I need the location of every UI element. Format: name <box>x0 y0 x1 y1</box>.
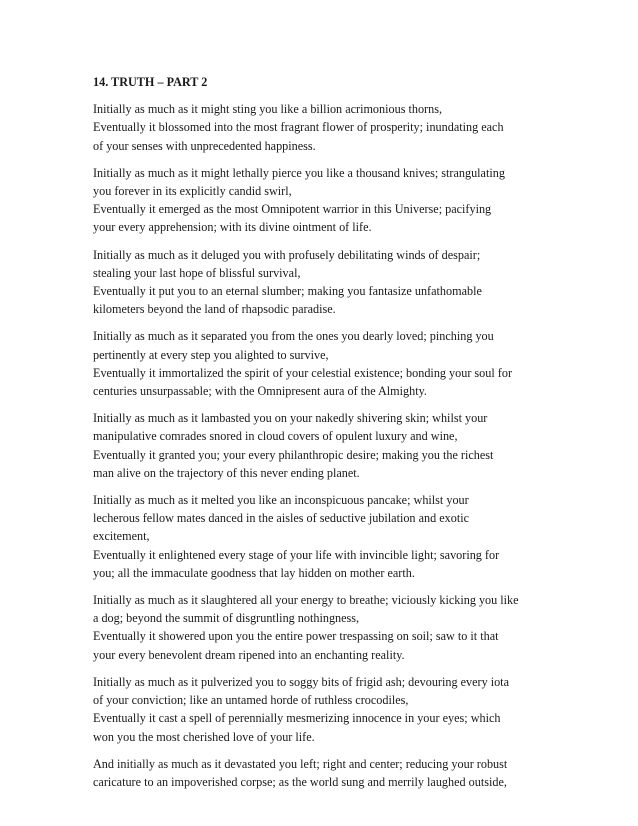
stanza <box>93 591 555 664</box>
document-title: 14. TRUTH – PART 2 <box>93 75 208 89</box>
stanza <box>93 100 555 155</box>
poem-line: caricature to an impoverished corpse; as the world sung and merrily laughed outside, <box>93 774 507 789</box>
stanza <box>93 491 555 582</box>
poem-line: Initially as much as it lambasted you on your nakedly shivering skin; whilst your <box>93 411 488 426</box>
poem-line: Initially as much as it separated you from the ones you dearly loved; pinching you <box>93 329 494 344</box>
poem-line: Eventually it cast a spell of perennially mesmerizing innocence in your eyes; which <box>93 711 501 726</box>
document-page <box>93 73 555 800</box>
poem-line: a dog; beyond the summit of disgruntling nothingness, <box>93 611 360 626</box>
poem-line: Initially as much as it might sting you like a billion acrimonious thorns, <box>93 102 442 117</box>
poem-line: Eventually it showered upon you the entire power trespassing on soil; saw to it that <box>93 629 499 644</box>
poem-line: And initially as much as it devastated you left; right and center; reducing your robust <box>93 756 508 771</box>
poem-line: man alive on the trajectory of this never ending planet. <box>93 465 360 480</box>
stanza <box>93 409 555 482</box>
poem-line: centuries unsurpassable; with the Omnipresent aura of the Almighty. <box>93 384 427 399</box>
poem-line: kilometers beyond the land of rhapsodic paradise. <box>93 302 336 317</box>
poem-line: Initially as much as it deluged you with profusely debilitating winds of despair; <box>93 247 481 262</box>
poem-body <box>93 100 555 791</box>
poem-line: excitement, <box>93 529 150 544</box>
poem-line: of your senses with unprecedented happiness. <box>93 138 316 153</box>
poem-line: Initially as much as it melted you like an inconspicuous pancake; whilst your <box>93 493 469 508</box>
poem-line: lecherous fellow mates danced in the aisles of seductive jubilation and exotic <box>93 511 469 526</box>
poem-line: Eventually it put you to an eternal slumber; making you fantasize unfathomable <box>93 284 482 299</box>
poem-line: you forever in its explicitly candid swirl, <box>93 184 292 199</box>
poem-line: Eventually it blossomed into the most fragrant flower of prosperity; inundating each <box>93 120 504 135</box>
poem-line: won you the most cherished love of your life. <box>93 729 315 744</box>
poem-line: pertinently at every step you alighted to survive, <box>93 347 329 362</box>
poem-line: Initially as much as it pulverized you to soggy bits of frigid ash; devouring every iota <box>93 674 509 689</box>
poem-line: stealing your last hope of blissful survival, <box>93 265 301 280</box>
stanza <box>93 164 555 237</box>
poem-line: your every apprehension; with its divine ointment of life. <box>93 220 372 235</box>
poem-line: manipulative comrades snored in cloud covers of opulent luxury and wine, <box>93 429 458 444</box>
poem-line: of your conviction; like an untamed horde of ruthless crocodiles, <box>93 693 409 708</box>
stanza <box>93 755 555 791</box>
poem-line: Initially as much as it slaughtered all your energy to breathe; viciously kicking you like <box>93 593 519 608</box>
stanza <box>93 327 555 400</box>
poem-line: Eventually it enlightened every stage of your life with invincible light; savoring for <box>93 547 500 562</box>
stanza <box>93 673 555 746</box>
poem-line: Eventually it emerged as the most Omnipotent warrior in this Universe; pacifying <box>93 202 492 217</box>
poem-line: you; all the immaculate goodness that lay hidden on mother earth. <box>93 565 415 580</box>
poem-line: Eventually it immortalized the spirit of your celestial existence; bonding your soul for <box>93 365 513 380</box>
poem-line: Initially as much as it might lethally pierce you like a thousand knives; strangulating <box>93 165 505 180</box>
poem-line: your every benevolent dream ripened into an enchanting reality. <box>93 647 405 662</box>
poem-line: Eventually it granted you; your every philanthropic desire; making you the richest <box>93 447 494 462</box>
stanza <box>93 246 555 319</box>
